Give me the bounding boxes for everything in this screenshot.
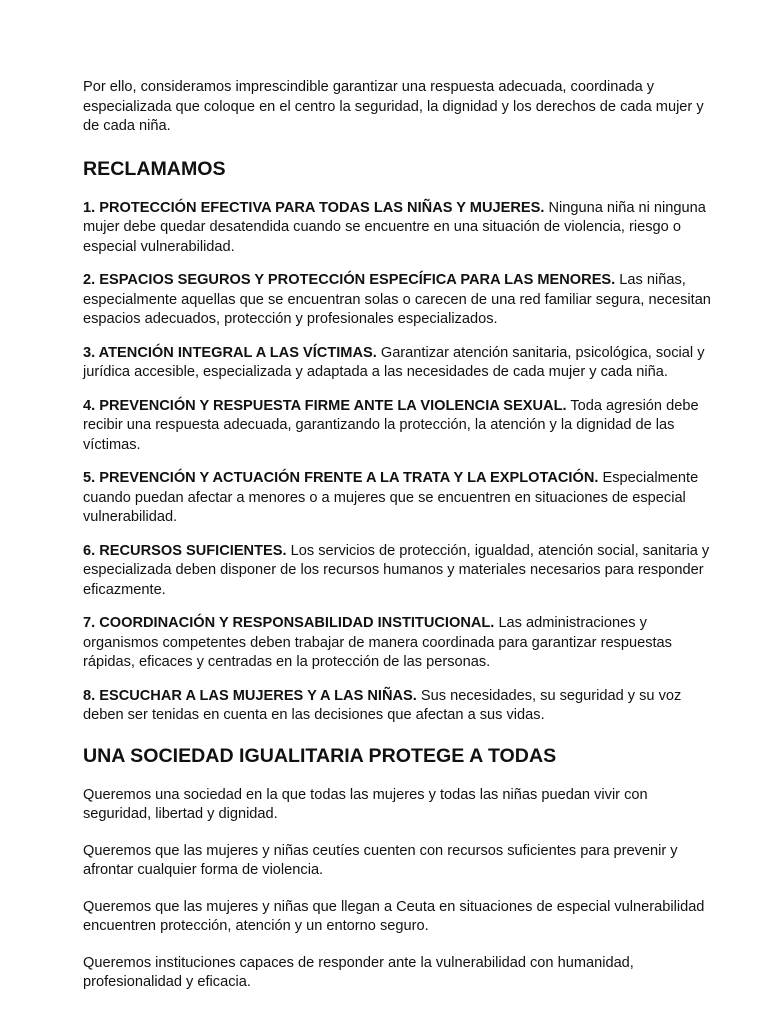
demand-item — [83, 271, 713, 330]
demand-title: 1. PROTECCIÓN EFECTIVA PARA TODAS LAS NIÑAS Y MUJERES. — [83, 199, 545, 216]
section-heading-reclamamos: RECLAMAMOS — [83, 157, 226, 180]
demand-title: 5. PREVENCIÓN Y ACTUACIÓN FRENTE A LA TRATA Y LA EXPLOTACIÓN. — [83, 470, 599, 486]
section-heading-sociedad-igualitaria: UNA SOCIEDAD IGUALITARIA PROTEGE A TODAS — [83, 744, 557, 767]
intro-paragraph: Por ello, consideramos imprescindible garantizar una respuesta adecuada, coordinada y especializada que coloque en el centro la seguridad, la dignidad y los derechos de cada mujer y de cada niña. — [83, 79, 704, 134]
demand-title: 3. ATENCIÓN INTEGRAL A LAS VÍCTIMAS. — [83, 344, 377, 361]
demand-title: 4. PREVENCIÓN Y RESPUESTA FIRME ANTE LA VIOLENCIA SEXUAL. — [83, 397, 567, 414]
demand-text: Ninguna niña ni ninguna mujer debe quedar desatendida cuando se encuentre en una situación de violencia, riesgo o especial vulnerabilidad. — [83, 199, 706, 255]
demand-text: Garantizar atención sanitaria, psicológica, social y jurídica accesible, especializada y adaptada a las necesidades de cada mujer y cada niña. — [83, 344, 705, 380]
demand-text: Los servicios de protección, igualdad, atención social, sanitaria y especializada deben disponer de los recursos humanos y materiales necesarios para responder eficazmente. — [83, 542, 710, 598]
demand-text: Las niñas, especialmente aquellas que se encuentran solas o carecen de una red familiar segura, necesitan espacios adecuados, protección y profesionales especializados. — [83, 272, 711, 327]
statement-paragraph: Queremos instituciones capaces de responder ante la vulnerabilidad con humanidad, profesionalidad y eficacia. — [83, 954, 634, 990]
demand-item — [83, 397, 713, 456]
demand-item — [83, 687, 713, 726]
demand-item — [83, 614, 713, 673]
demand-item — [83, 199, 713, 258]
demand-item — [83, 469, 713, 528]
demand-item — [83, 542, 713, 601]
statement-paragraph: Queremos que las mujeres y niñas ceutíes cuenten con recursos suficientes para prevenir y afrontar cualquier forma de violencia. — [83, 842, 678, 878]
demand-title: 2. ESPACIOS SEGUROS Y PROTECCIÓN ESPECÍFICA PARA LAS MENORES. — [83, 272, 616, 288]
demand-text: Toda agresión debe recibir una respuesta adecuada, garantizando la protección, la atención y la dignidad de las víctimas. — [83, 397, 699, 453]
demands-list — [83, 199, 713, 726]
demand-text: Las administraciones y organismos competentes deben trabajar de manera coordinada para garantizar respuestas rápidas, eficaces y centradas en la protección de las personas. — [83, 615, 672, 670]
demand-item — [83, 344, 713, 383]
demand-text: Especialmente cuando puedan afectar a menores o a mujeres que se encuentren en situaciones de especial vulnerabilidad. — [83, 470, 699, 525]
demand-title: 8. ESCUCHAR A LAS MUJERES Y A LAS NIÑAS. — [83, 687, 417, 704]
statement-paragraph: Queremos una sociedad en la que todas las mujeres y todas las niñas puedan vivir con seguridad, libertad y dignidad. — [83, 786, 648, 822]
demand-title: 6. RECURSOS SUFICIENTES. — [83, 542, 287, 559]
statement-paragraph: Queremos que las mujeres y niñas que llegan a Ceuta en situaciones de especial vulnerabilidad encuentren protección, atención y un entorno seguro. — [83, 898, 705, 934]
demand-title: 7. COORDINACIÓN Y RESPONSABILIDAD INSTITUCIONAL. — [83, 615, 495, 631]
demand-text: Sus necesidades, su seguridad y su voz deben ser tenidas en cuenta en las decisiones que afectan a sus vidas. — [83, 687, 682, 723]
